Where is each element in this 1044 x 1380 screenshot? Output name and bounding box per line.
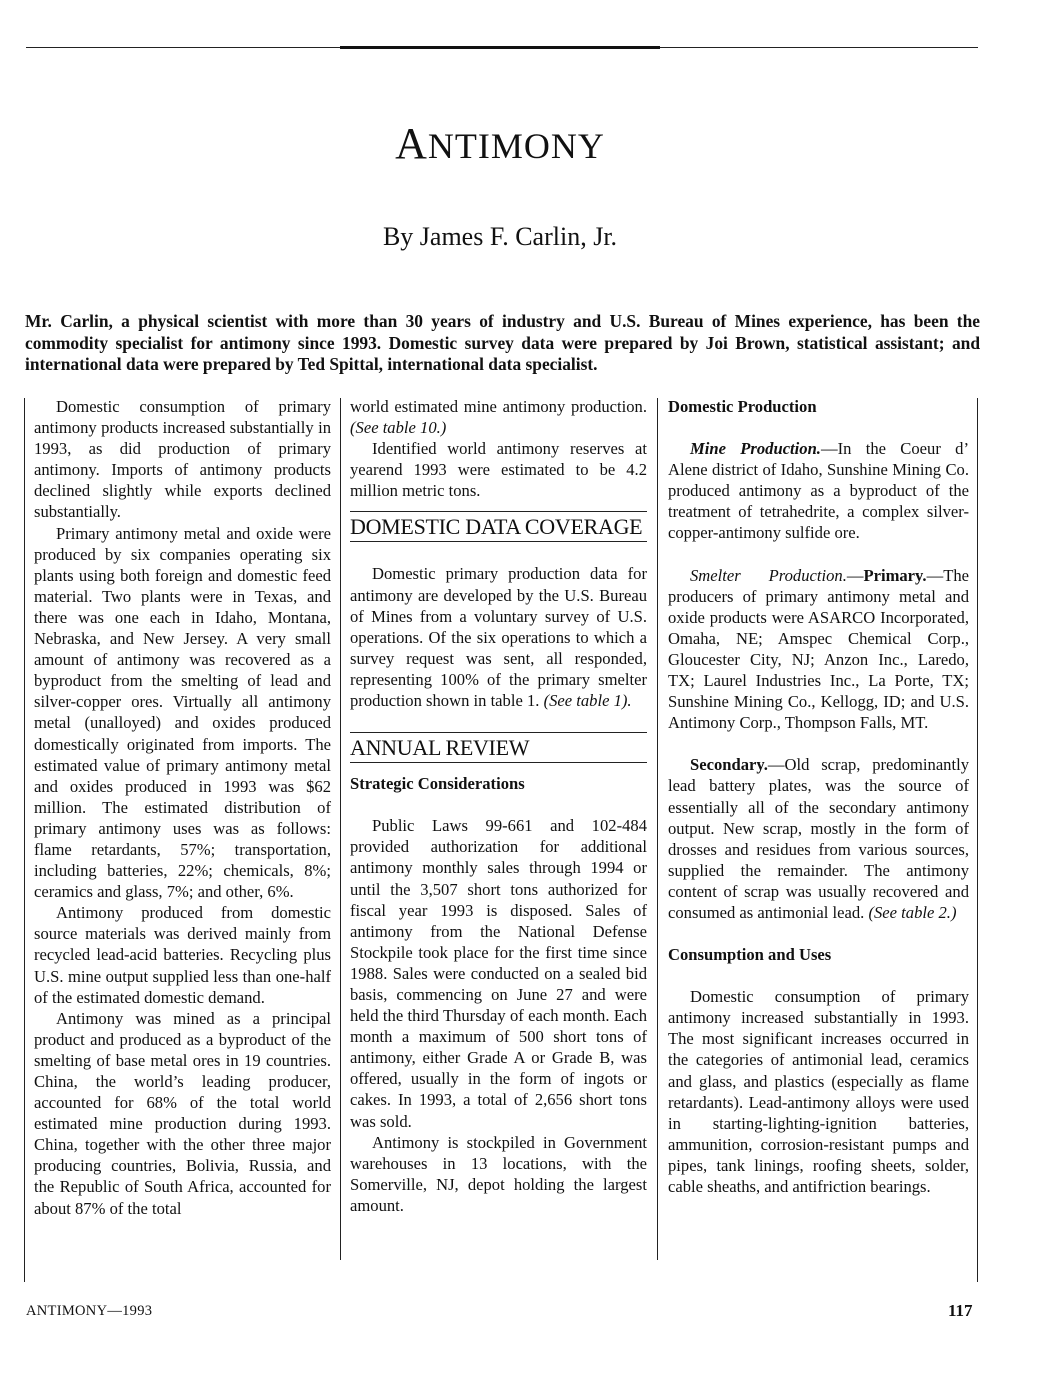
paragraph <box>668 438 969 543</box>
run-in-heading-mine-production: Mine Production. <box>690 439 821 459</box>
subheading-consumption-and-uses: Consumption and Uses <box>668 945 832 965</box>
column-rule-1 <box>340 398 341 1260</box>
paragraph <box>350 396 647 438</box>
paragraph-text: —In the Coeur d’ Alene district of Idaho, Sunshine Mining Co. produced antimony as a byproduct of the treatment of tetrahedrite, a complex silver-copper-antimony sulfide ore. <box>668 439 969 543</box>
subheading-strategic-considerations: Strategic Considerations <box>350 774 525 794</box>
spacer <box>668 544 969 565</box>
paragraph-text: Domestic primary production data for antimony are developed by the U.S. Bureau of Mines from a voluntary survey of U.S. operations. Of the six operations to which a survey request was sent, all responded, representing 100% of the primary smelter production shown in table 1. <box>350 564 647 711</box>
paragraph: Public Laws 99-661 and 102-484 provided authorization for additional antimony monthly sales through 1994 or until the 3,507 short tons authorized for fiscal year 1993 is disposed. Sales of antimony from the National Defense Stockpile took place for the first time since 1988. Sales were conducted on a sealed bid basis, commencing on June 27 and were held the third Thursday of each month. Each month a maximum of 500 short tons of antimony, either Grade A or Grade B, was offered, usually in the form of ingots or cakes. In 1993, a total of 2,656 short tons was sold. <box>350 816 647 1131</box>
title-rest: NTIMONY <box>427 126 605 166</box>
column-2 <box>350 396 647 1216</box>
column-rule-left <box>24 398 25 1282</box>
page-title <box>0 118 1000 169</box>
table-reference: (See table 1). <box>543 691 632 711</box>
title-initial: A <box>395 119 428 168</box>
column-rule-2 <box>657 398 658 1260</box>
paragraph: Identified world antimony reserves at yearend 1993 were estimated to be 4.2 million metric tons. <box>350 439 647 501</box>
column-rule-right <box>977 398 978 1282</box>
author-intro: Mr. Carlin, a physical scientist with more than 30 years of industry and U.S. Bureau of Mines experience, has been the commodity specialist for antimony since 1993. Domestic survey data were prepared by Joi Brown, statistical assistant; and international data were prepared by Ted Spittal, international data specialist. <box>25 311 980 374</box>
paragraph <box>668 754 969 923</box>
spacer <box>350 542 647 563</box>
run-in-heading-primary: Primary. <box>863 565 927 585</box>
table-reference: (See table 2.) <box>868 902 957 922</box>
subheading-domestic-production: Domestic Production <box>668 397 817 416</box>
spacer <box>668 923 969 944</box>
run-in-heading-smelter-production: Smelter Production. <box>690 565 847 585</box>
spacer <box>350 763 647 773</box>
paragraph-text: —Old scrap, predominantly lead battery plates, was the source of essentially all of the secondary antimony output. New scrap, mostly in the form of drosses and residues from various sources, supplied the remainder. The antimony content of scrap was usually recovered and consumed as antimonial lead. <box>668 755 969 922</box>
paragraph <box>668 565 969 734</box>
running-footer: ANTIMONY—1993 <box>26 1303 153 1319</box>
paragraph-text: —The producers of primary antimony metal and oxide products were ASARCO Incorporated, Omaha, NE; Amspec Chemical Corp., Gloucester City, NJ; Anzon Inc., Laredo, TX; Laurel Industries Inc., La Porte, TX; Sunshine Mining Co., Kellogg, ID; and U.S. Antimony Corp., Thompson Falls, MT. <box>668 565 969 733</box>
spacer <box>668 417 969 438</box>
paragraph: Primary antimony metal and oxide were produced by six companies operating six plants using both foreign and domestic feed material. Two plants were in Texas, and there was one each in Idaho, Montana, Nebraska, and New Jersey. A very small amount of antimony was recovered as a byproduct from the smelting of lead and silver-copper ores. Virtually all antimony metal (unalloyed) and oxides produced domestically originated from imports. The estimated value of primary antimony metal and oxides produced in 1993 was $62 million. The estimated distribution of primary antimony uses was as follows: flame retardants, 57%; transportation, including batteries, 22%; chemicals, 8%; ceramics and glass, 7%; and other, 6%. <box>34 523 331 902</box>
top-rule-accent <box>340 46 660 49</box>
paragraph: Domestic consumption of primary antimony increased substantially in 1993. The most significant increases occurred in the categories of antimonial lead, ceramics and glass, and plastics (especially as flame retardants). Lead-antimony alloys were used in starting-lighting-ignition batteries, ammunition, corrosion-resistant pumps and pipes, tank linings, roofing sheets, solder, cable sheaths, and antifriction bearings. <box>668 987 969 1196</box>
author-byline: By James F. Carlin, Jr. <box>382 222 618 251</box>
page-number: 117 <box>948 1301 973 1320</box>
paragraph <box>350 563 647 711</box>
column-3 <box>668 396 969 1197</box>
spacer <box>350 711 647 732</box>
run-in-heading-secondary: Secondary. <box>690 755 768 775</box>
paragraph-text: world estimated mine antimony production. <box>350 397 647 416</box>
section-heading-domestic-data-coverage: DOMESTIC DATA COVERAGE <box>350 511 647 542</box>
paragraph: Antimony produced from domestic source materials was derived mainly from recycled lead-acid batteries. Recycling plus U.S. mine output supplied less than one-half of the estimated domestic demand. <box>34 903 331 1007</box>
column-1 <box>34 396 331 1219</box>
paragraph: Antimony was mined as a principal product and produced as a byproduct of the smelting of base metal ores in 19 countries. China, the world’s leading producer, accounted for 68% of the total world estimated mine production during 1993. China, together with the other three major producing countries, Bolivia, Russia, and the Republic of South Africa, accounted for about 87% of the total <box>34 1008 331 1218</box>
spacer <box>668 733 969 754</box>
paragraph: Antimony is stockpiled in Government warehouses in 13 locations, with the Somerville, NJ, depot holding the largest amount. <box>350 1132 647 1215</box>
paragraph: Domestic consumption of primary antimony products increased substantially in 1993, as did production of primary antimony. Imports of antimony products declined slightly while exports declined substantially. <box>34 397 331 522</box>
section-heading-annual-review: ANNUAL REVIEW <box>350 732 647 763</box>
table-reference: (See table 10.) <box>350 418 447 438</box>
spacer <box>350 501 647 511</box>
spacer <box>668 965 969 986</box>
spacer <box>350 794 647 815</box>
em-dash: — <box>846 565 864 585</box>
